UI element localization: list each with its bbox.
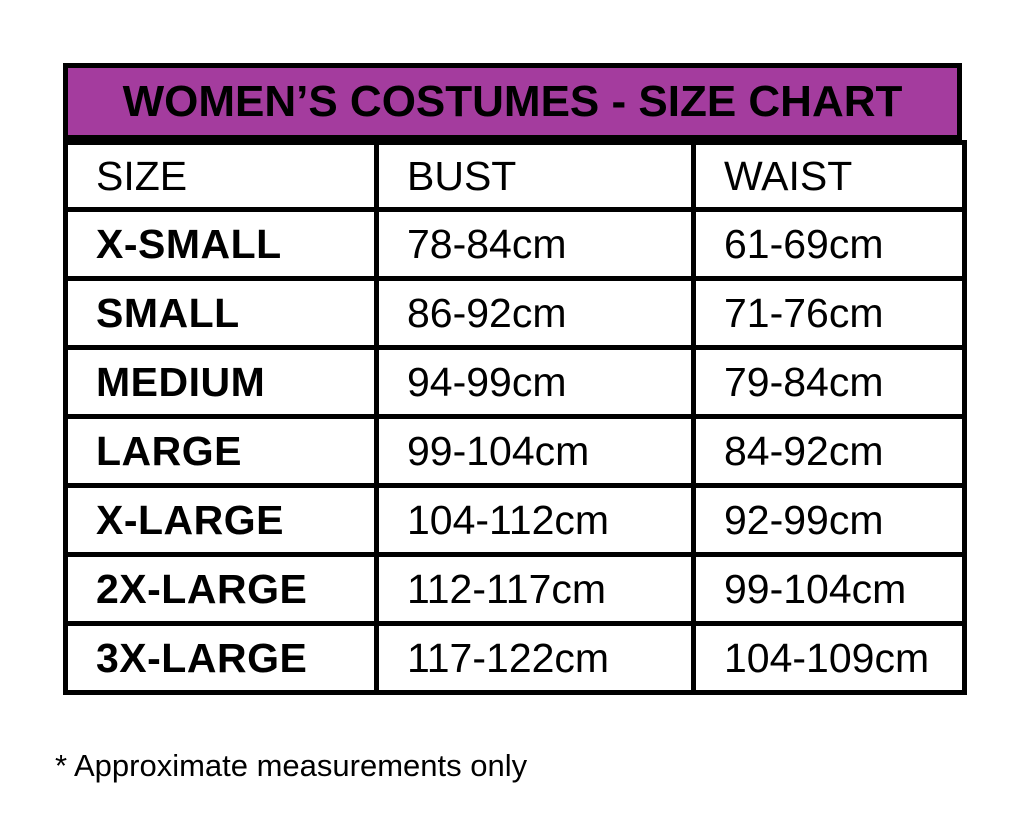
- cell-size: 3X-LARGE: [66, 624, 377, 693]
- table-row: [66, 555, 965, 624]
- cell-bust: 99-104cm: [377, 417, 694, 486]
- cell-bust: 104-112cm: [377, 486, 694, 555]
- table-header-row: [66, 143, 965, 210]
- cell-waist: 92-99cm: [694, 486, 965, 555]
- table-row: [66, 486, 965, 555]
- table-row: [66, 279, 965, 348]
- title-bar: [63, 63, 962, 140]
- cell-size: SMALL: [66, 279, 377, 348]
- cell-waist: 99-104cm: [694, 555, 965, 624]
- cell-bust: 78-84cm: [377, 210, 694, 279]
- cell-size: X-SMALL: [66, 210, 377, 279]
- size-table: [63, 140, 967, 695]
- cell-waist: 71-76cm: [694, 279, 965, 348]
- chart-title: WOMEN’S COSTUMES - SIZE CHART: [122, 76, 903, 126]
- cell-waist: 84-92cm: [694, 417, 965, 486]
- cell-bust: 117-122cm: [377, 624, 694, 693]
- size-chart: [63, 63, 962, 695]
- footnote: * Approximate measurements only: [55, 748, 528, 783]
- column-header-bust: BUST: [377, 143, 694, 210]
- cell-size: MEDIUM: [66, 348, 377, 417]
- table-row: [66, 348, 965, 417]
- table-body: [66, 210, 965, 693]
- cell-bust: 86-92cm: [377, 279, 694, 348]
- cell-size: LARGE: [66, 417, 377, 486]
- cell-bust: 94-99cm: [377, 348, 694, 417]
- table-row: [66, 417, 965, 486]
- cell-waist: 61-69cm: [694, 210, 965, 279]
- cell-waist: 79-84cm: [694, 348, 965, 417]
- cell-bust: 112-117cm: [377, 555, 694, 624]
- table-row: [66, 210, 965, 279]
- cell-size: 2X-LARGE: [66, 555, 377, 624]
- table-row: [66, 624, 965, 693]
- cell-size: X-LARGE: [66, 486, 377, 555]
- column-header-size: SIZE: [66, 143, 377, 210]
- cell-waist: 104-109cm: [694, 624, 965, 693]
- column-header-waist: WAIST: [694, 143, 965, 210]
